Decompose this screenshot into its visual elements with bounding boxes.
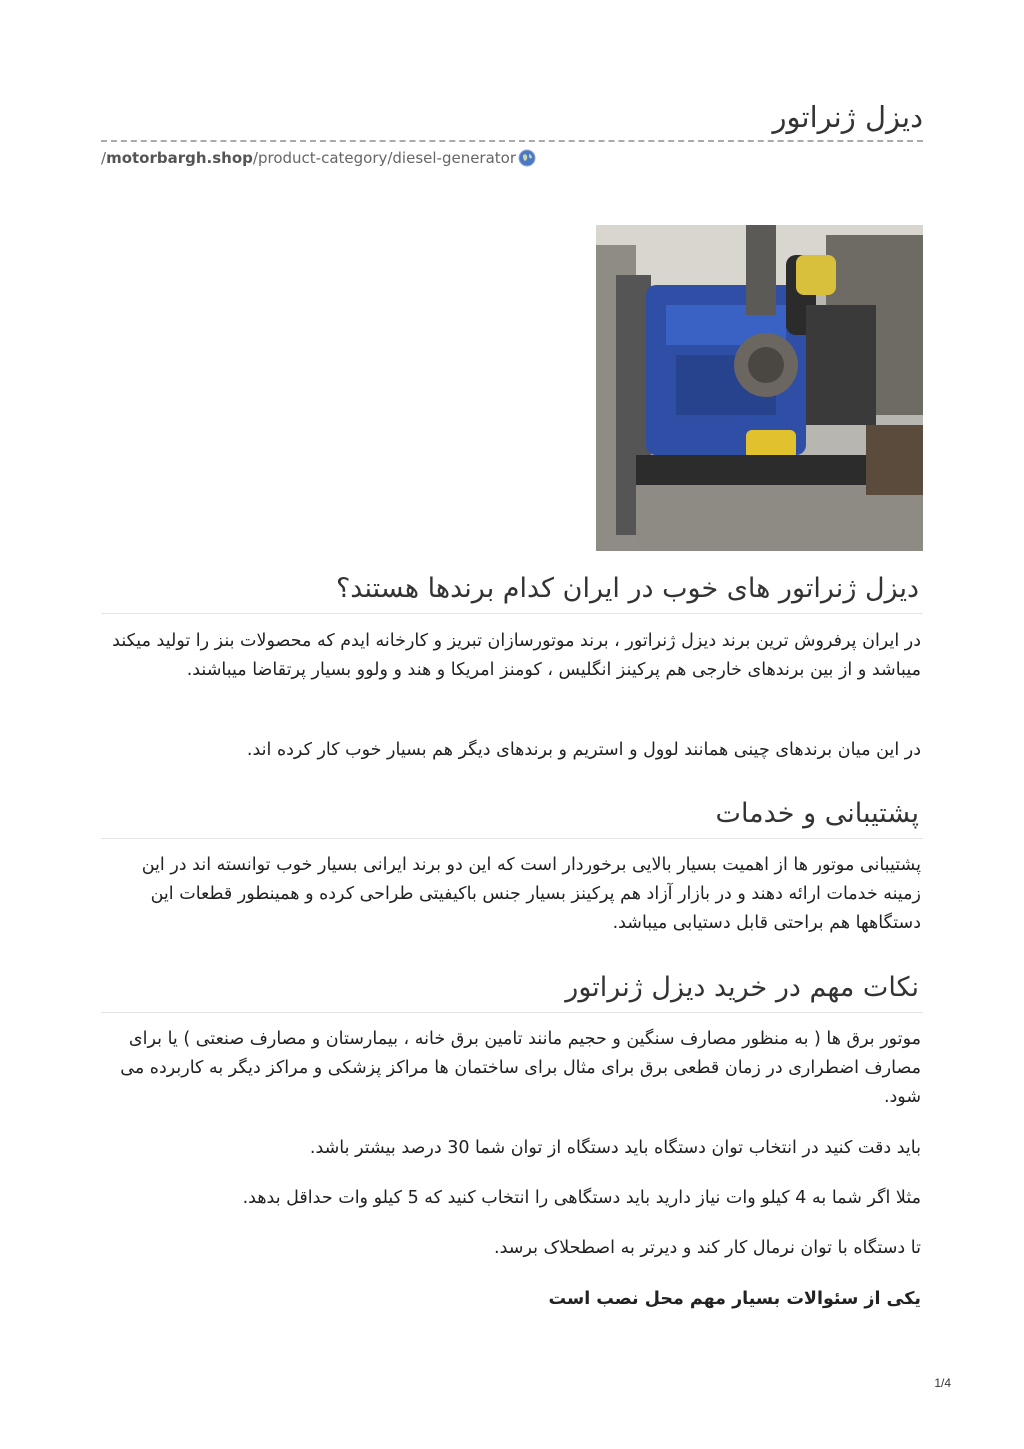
url-leading-slash: / [101, 149, 107, 167]
paragraph: تا دستگاه با توان نرمال کار کند و دیرتر به اصطحلاک برسد. [494, 1238, 921, 1258]
url-domain: motorbargh.shop [106, 149, 253, 167]
paragraph: پشتیبانی موتور ها از اهمیت بسیار بالایی برخوردار است که این دو برند ایرانی بسیار خوب توانسته اند در این زمینه خدمات ارائه دهند و در بازار آزاد هم پرکینز بسیار جنس باکیفیتی طراحی کرده و همینطور قطعات این دستگاهها هم براحتی قابل دستیابی میباشد. [141, 855, 921, 933]
section-heading-support: پشتیبانی و خدمات [101, 796, 923, 839]
paragraph: مثلا اگر شما به 4 کیلو وات نیاز دارید باید دستگاهی را انتخاب کنید که 5 کیلو وات حداقل بدهد. [242, 1188, 921, 1208]
url-path: /product-category/diesel-generator [252, 149, 517, 167]
source-url[interactable] [101, 149, 536, 167]
paragraph: در ایران پرفروش ترین برند دیزل ژنراتور ، برند موتورسازان تبریز و کارخانه ایدم که محصولات بنز را تولید میکند میباشد و از بین برندهای خارجی هم پرکینز انگلیس ، کومنز امریکا و هند و ولوو بسیار پرتقاضا میباشند. [112, 631, 921, 680]
paragraph: باید دقت کنید در انتخاب توان دستگاه باید دستگاه از توان شما 30 درصد بیشتر باشد. [309, 1138, 921, 1158]
document-page [101, 0, 923, 1449]
bold-paragraph: یکی از سئوالات بسیار مهم محل نصب است [548, 1289, 921, 1309]
title-divider [101, 140, 923, 142]
globe-icon [518, 149, 536, 167]
page-title: دیزل ژنراتور [772, 100, 923, 134]
diesel-generator-photo [596, 225, 923, 551]
paragraph: موتور برق ها ( به منظور مصارف سنگین و حجیم مانند تامین برق خانه ، بیمارستان و مصارف صنعتی ) یا برای مصارف اضطراری در زمان قطعی برق برای مثال برای ساختمان ها مراکز پزشکی و مراکز دیگر به کاربرده می شود. [120, 1029, 921, 1107]
section-heading-brands: دیزل ژنراتور های خوب در ایران کدام برندها هستند؟ [101, 571, 923, 614]
page-number: 1/4 [934, 1376, 951, 1390]
section-heading-buying-tips: نکات مهم در خرید دیزل ژنراتور [101, 970, 923, 1013]
paragraph: در این میان برندهای چینی همانند لوول و استریم و برندهای دیگر هم بسیار خوب کار کرده اند. [246, 740, 921, 760]
